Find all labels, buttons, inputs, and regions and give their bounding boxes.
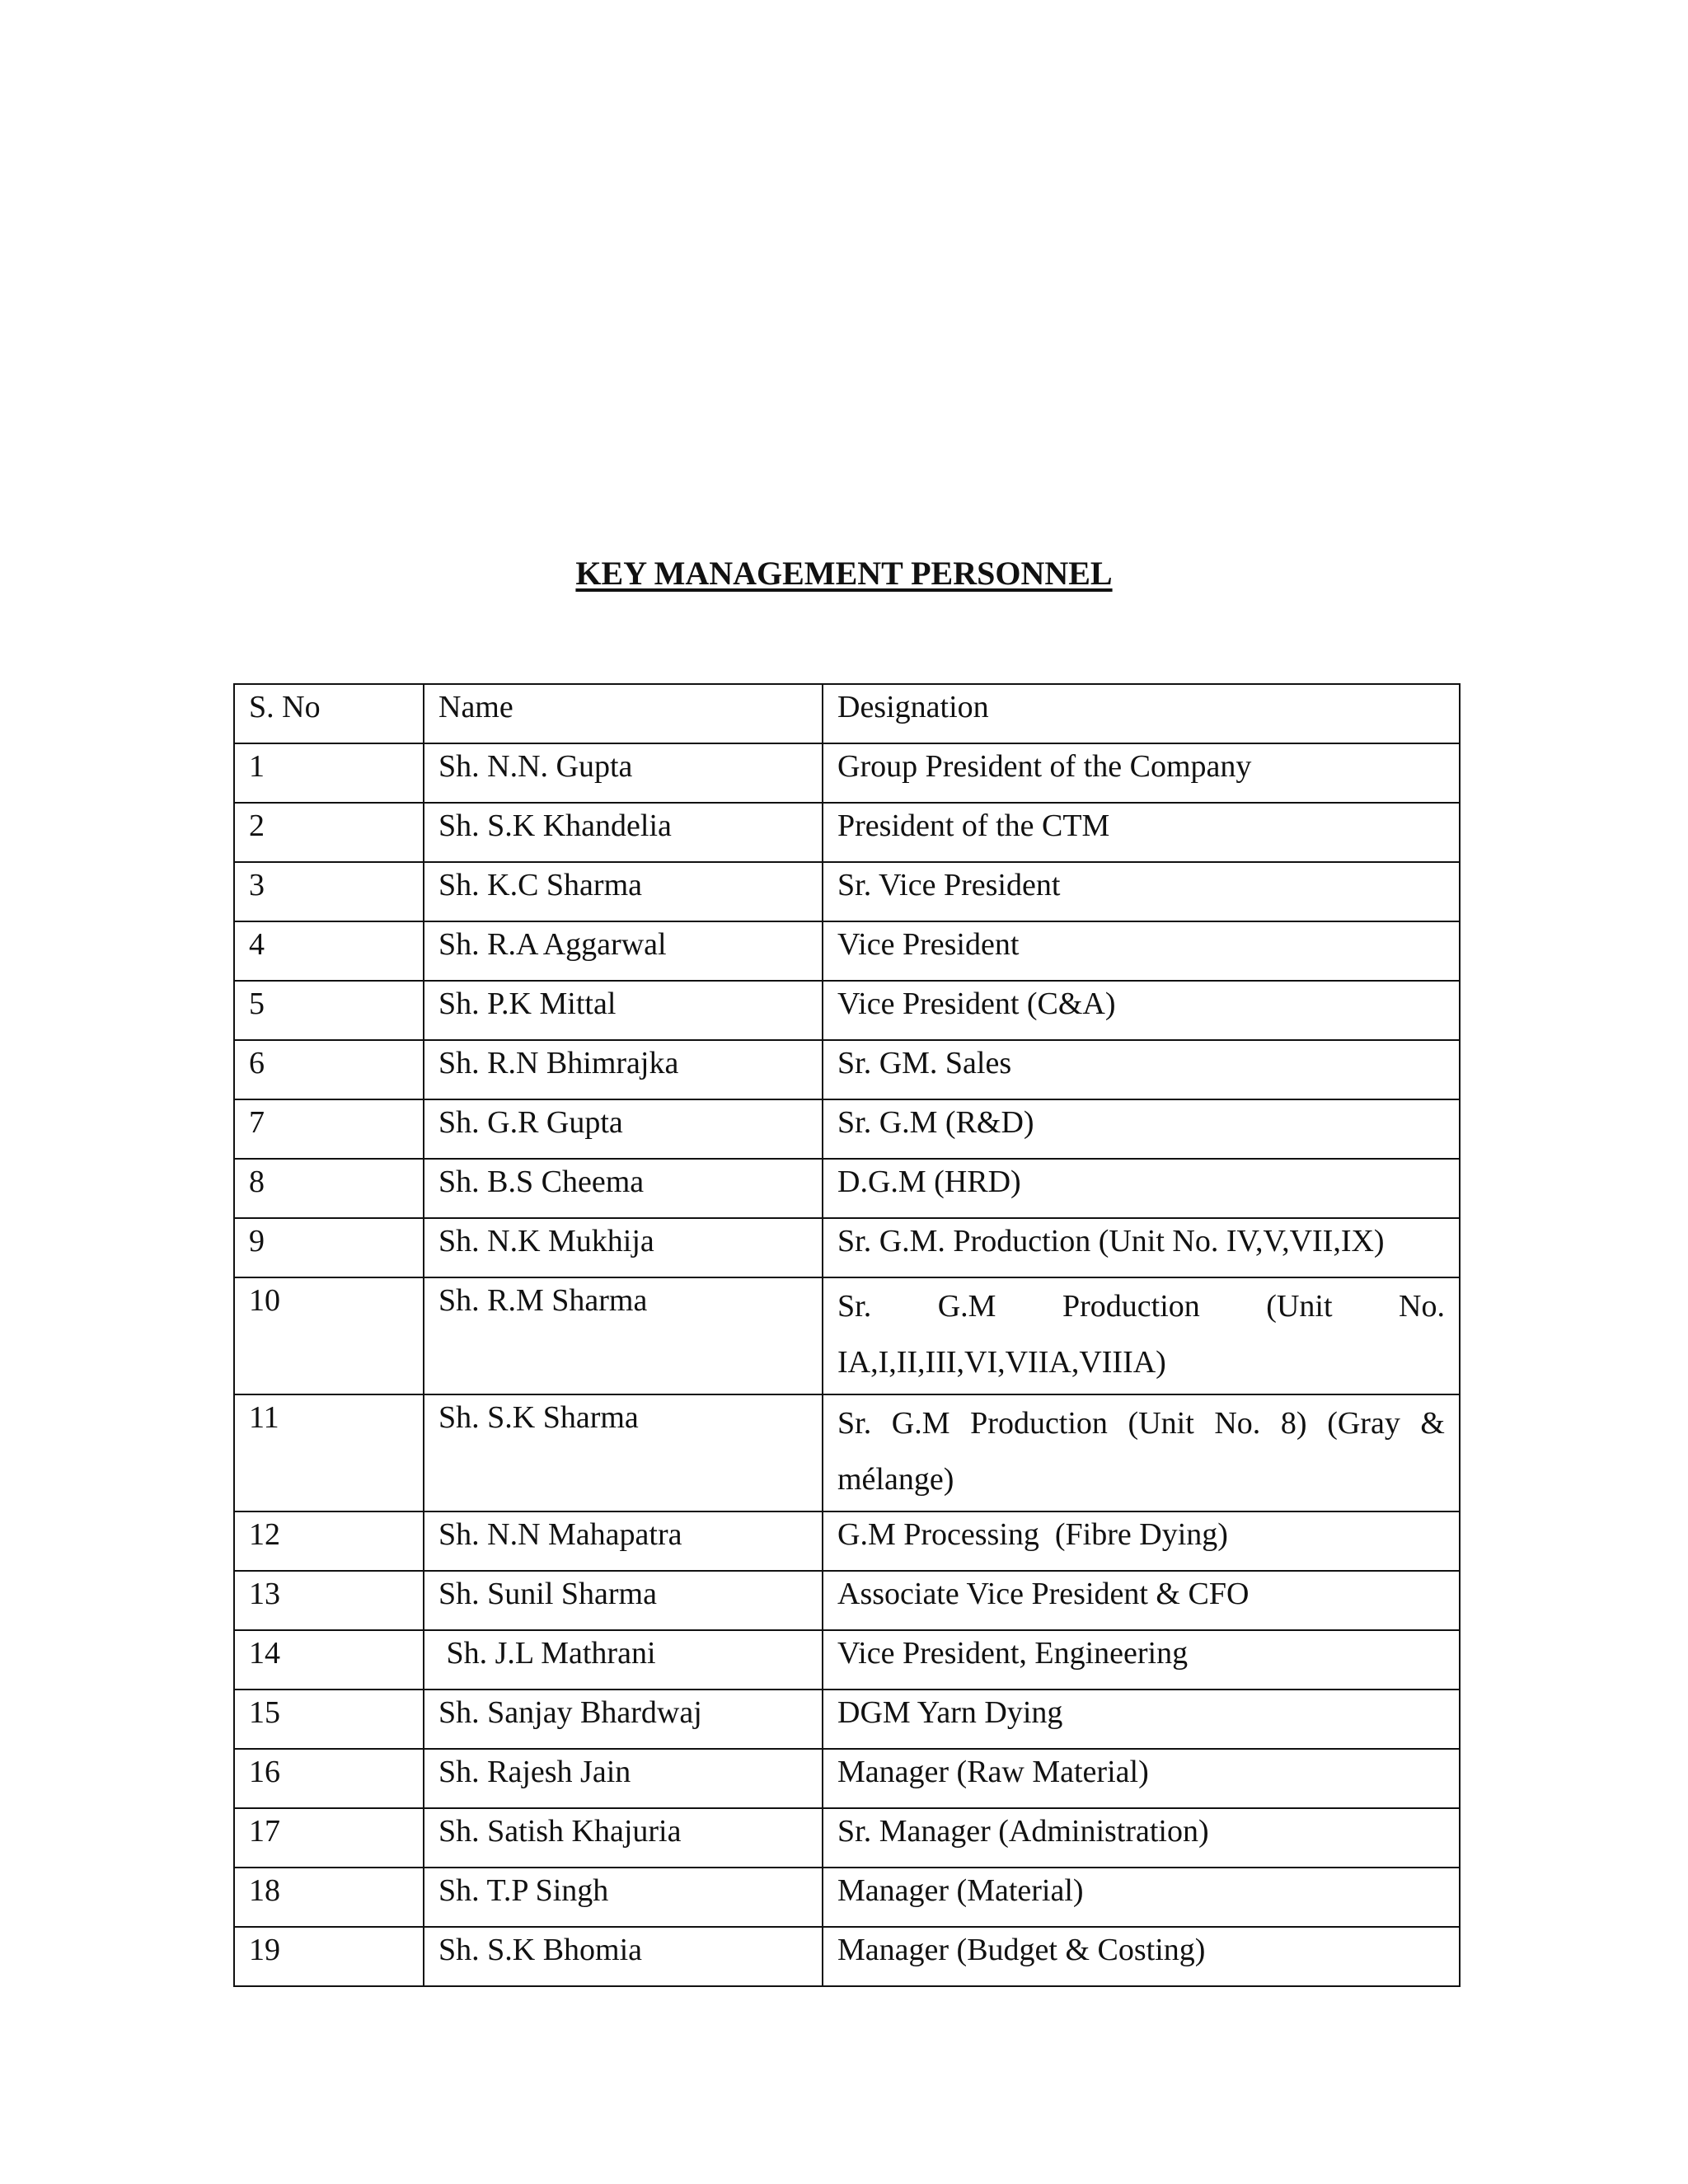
table-row <box>234 1277 1460 1394</box>
table-row <box>234 1040 1460 1099</box>
designation-cell: Vice President, Engineering <box>823 1630 1460 1690</box>
table-row <box>234 1571 1460 1630</box>
page-title: KEY MANAGEMENT PERSONNEL <box>575 555 1113 592</box>
table-row <box>234 921 1460 981</box>
table-row <box>234 981 1460 1040</box>
sno-cell: 14 <box>234 1630 424 1690</box>
sno-cell: 3 <box>234 862 424 921</box>
designation-cell: Sr. G.M (R&D) <box>823 1099 1460 1159</box>
designation-cell: Sr. G.M Production (Unit No. IA,I,II,III,VI,VIIA,VIIIA) <box>823 1277 1460 1394</box>
sno-cell: 1 <box>234 743 424 803</box>
designation-cell: G.M Processing (Fibre Dying) <box>823 1511 1460 1571</box>
designation-cell: Sr. G.M Production (Unit No. 8) (Gray & mélange) <box>823 1394 1460 1511</box>
name-cell: Sh. N.N Mahapatra <box>424 1511 823 1571</box>
table-row <box>234 1630 1460 1690</box>
name-cell: Sh. R.A Aggarwal <box>424 921 823 981</box>
table-row <box>234 803 1460 862</box>
sno-cell: 15 <box>234 1690 424 1749</box>
table-row <box>234 862 1460 921</box>
name-cell: Sh. T.P Singh <box>424 1868 823 1927</box>
sno-cell: 12 <box>234 1511 424 1571</box>
table-row <box>234 1749 1460 1808</box>
name-cell: Sh. S.K Khandelia <box>424 803 823 862</box>
designation-cell: Manager (Raw Material) <box>823 1749 1460 1808</box>
table-row <box>234 1808 1460 1868</box>
sno-cell: 4 <box>234 921 424 981</box>
sno-cell: 16 <box>234 1749 424 1808</box>
name-cell: Sh. S.K Bhomia <box>424 1927 823 1986</box>
personnel-table <box>233 683 1461 1987</box>
designation-cell: Group President of the Company <box>823 743 1460 803</box>
table-row <box>234 1099 1460 1159</box>
name-cell: Sh. K.C Sharma <box>424 862 823 921</box>
sno-cell: 9 <box>234 1218 424 1277</box>
name-cell: Sh. Satish Khajuria <box>424 1808 823 1868</box>
designation-cell: Vice President (C&A) <box>823 981 1460 1040</box>
column-header-name: Name <box>424 684 823 743</box>
name-cell: Sh. R.M Sharma <box>424 1277 823 1394</box>
column-header-designation: Designation <box>823 684 1460 743</box>
table-row <box>234 1394 1460 1511</box>
designation-cell: President of the CTM <box>823 803 1460 862</box>
designation-cell: D.G.M (HRD) <box>823 1159 1460 1218</box>
designation-cell: Manager (Material) <box>823 1868 1460 1927</box>
sno-cell: 10 <box>234 1277 424 1394</box>
table-row <box>234 1511 1460 1571</box>
sno-cell: 17 <box>234 1808 424 1868</box>
name-cell: Sh. G.R Gupta <box>424 1099 823 1159</box>
name-cell: Sh. R.N Bhimrajka <box>424 1040 823 1099</box>
designation-cell: Sr. Vice President <box>823 862 1460 921</box>
sno-cell: 18 <box>234 1868 424 1927</box>
column-header-sno: S. No <box>234 684 424 743</box>
sno-cell: 8 <box>234 1159 424 1218</box>
name-cell: Sh. P.K Mittal <box>424 981 823 1040</box>
sno-cell: 19 <box>234 1927 424 1986</box>
designation-cell: Associate Vice President & CFO <box>823 1571 1460 1630</box>
name-cell: Sh. N.K Mukhija <box>424 1218 823 1277</box>
table-row <box>234 1690 1460 1749</box>
name-cell: Sh. B.S Cheema <box>424 1159 823 1218</box>
table-row <box>234 1159 1460 1218</box>
sno-cell: 2 <box>234 803 424 862</box>
designation-cell: Manager (Budget & Costing) <box>823 1927 1460 1986</box>
name-cell: Sh. J.L Mathrani <box>424 1630 823 1690</box>
name-cell: Sh. Rajesh Jain <box>424 1749 823 1808</box>
sno-cell: 7 <box>234 1099 424 1159</box>
table-row <box>234 1218 1460 1277</box>
name-cell: Sh. N.N. Gupta <box>424 743 823 803</box>
name-cell: Sh. Sanjay Bhardwaj <box>424 1690 823 1749</box>
name-cell: Sh. S.K Sharma <box>424 1394 823 1511</box>
designation-cell: Sr. G.M. Production (Unit No. IV,V,VII,IX) <box>823 1218 1460 1277</box>
designation-cell: Sr. GM. Sales <box>823 1040 1460 1099</box>
table-row <box>234 1927 1460 1986</box>
sno-cell: 11 <box>234 1394 424 1511</box>
sno-cell: 13 <box>234 1571 424 1630</box>
designation-cell: Vice President <box>823 921 1460 981</box>
table-header-row <box>234 684 1460 743</box>
sno-cell: 6 <box>234 1040 424 1099</box>
designation-cell: DGM Yarn Dying <box>823 1690 1460 1749</box>
designation-cell: Sr. Manager (Administration) <box>823 1808 1460 1868</box>
name-cell: Sh. Sunil Sharma <box>424 1571 823 1630</box>
sno-cell: 5 <box>234 981 424 1040</box>
table-row <box>234 1868 1460 1927</box>
table-row <box>234 743 1460 803</box>
